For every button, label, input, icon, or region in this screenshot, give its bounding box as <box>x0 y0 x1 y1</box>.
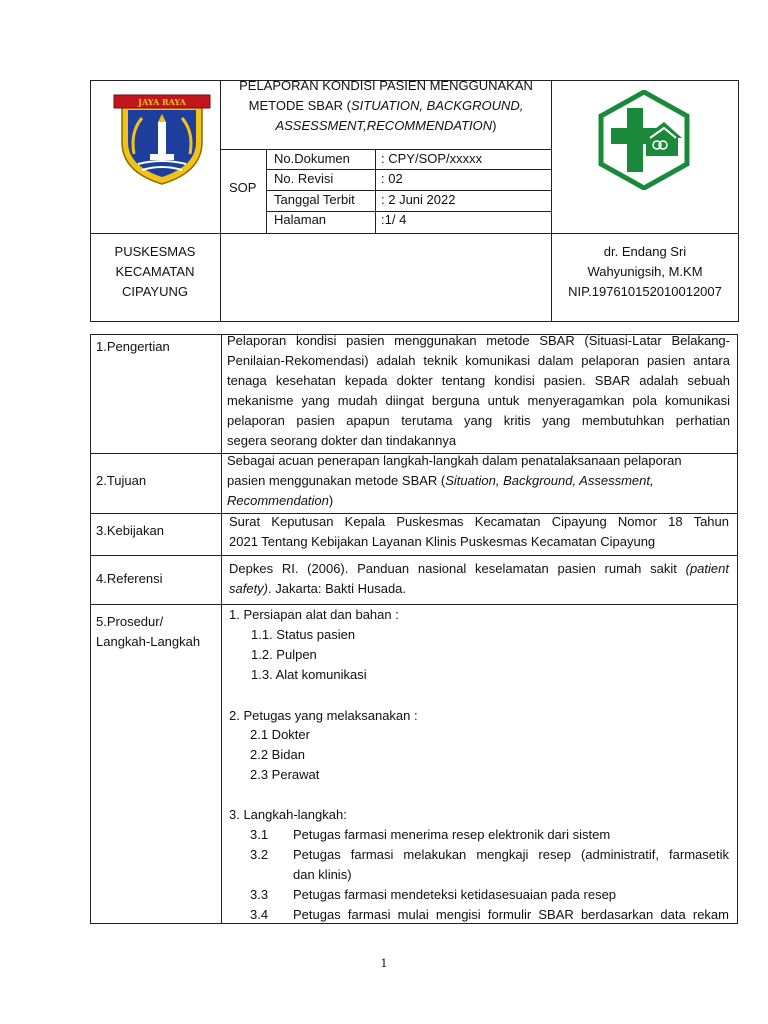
meta-value-revisi: : 02 <box>381 171 403 186</box>
puskesmas-logo <box>594 90 694 190</box>
step3-item-num-1: 3.1 <box>250 827 269 842</box>
signatory-name: dr. Endang Sri <box>603 244 687 259</box>
step1-item-1: 1.1. Status pasien <box>251 627 356 642</box>
jaya-raya-crest-icon <box>112 92 212 186</box>
label-prosedur-2: Langkah-Langkah <box>96 634 201 649</box>
label-referensi: 4.Referensi <box>96 571 163 586</box>
step3-item-num-3: 3.3 <box>250 887 269 902</box>
label-tujuan: 2.Tujuan <box>96 473 147 488</box>
referensi-line-2: safety). Jakarta: Bakti Husada. <box>229 581 407 596</box>
step3-item-text-2a: Petugas farmasi melakukan mengkaji resep (administratif, farmasetik <box>293 847 729 862</box>
organization-name <box>92 242 218 302</box>
title-line-3: ASSESSMENT,RECOMMENDATION) <box>275 118 497 133</box>
step3-item-num-4: 3.4 <box>250 907 269 922</box>
step1-title: 1. Persiapan alat dan bahan : <box>229 607 399 622</box>
puskesmas-cross-house-icon <box>594 90 694 190</box>
step2-item-2: 2.2 Bidan <box>250 747 305 762</box>
signatory-nip: NIP.197610152010012007 <box>568 284 722 299</box>
label-kebijakan: 3.Kebijakan <box>96 523 164 538</box>
org-line-1: PUSKESMAS <box>114 244 196 259</box>
pengertian-line-4: mekanisme yang mudah diingat berguna untuk menyeragamkan pola komunikasi <box>227 393 730 408</box>
pengertian-line-3: tenaga kesehatan kepada dokter tentang kondisi pasien. SBAR adalah sebuah <box>227 373 730 388</box>
kebijakan-line-2: 2021 Tentang Kebijakan Layanan Klinis Puskesmas Kecamatan Cipayung <box>229 534 656 549</box>
step3-item-text-2b: dan klinis) <box>293 867 352 882</box>
page-number: 1 <box>380 957 388 970</box>
step3-item-num-2: 3.2 <box>250 847 269 862</box>
step1-item-3: 1.3. Alat komunikasi <box>251 667 367 682</box>
pengertian-line-6: segera seorang dokter dan tindakannya <box>227 433 457 448</box>
label-prosedur-1: 5.Prosedur/ <box>96 614 164 629</box>
step3-title: 3. Langkah-langkah: <box>229 807 347 822</box>
meta-label-dokumen: No.Dokumen <box>274 151 350 166</box>
step3-item-text-3: Petugas farmasi mendeteksi ketidasesuaian pada resep <box>293 887 617 902</box>
step1-item-2: 1.2. Pulpen <box>251 647 317 662</box>
sop-label: SOP <box>229 180 257 195</box>
meta-label-halaman: Halaman <box>274 212 327 227</box>
pengertian-line-2: Penilaian-Rekomendasi) adalah teknik komunikasi dalam pelaporan pasien antara <box>227 353 730 368</box>
crest-banner-text: JAYA RAYA <box>138 97 186 107</box>
signatory <box>552 242 738 302</box>
title-line-2: METODE SBAR (SITUATION, BACKGROUND, <box>248 98 524 113</box>
meta-value-terbit: : 2 Juni 2022 <box>381 192 456 207</box>
tujuan-line-3: Recommendation) <box>227 493 334 508</box>
meta-label-revisi: No. Revisi <box>274 171 334 186</box>
signatory-name-2: Wahyunigsih, M.KM <box>587 264 703 279</box>
org-line-2: KECAMATAN <box>115 264 195 279</box>
tujuan-line-2: pasien menggunakan metode SBAR (Situation, Background, Assessment, <box>227 473 654 488</box>
title-line-1: PELAPORAN KONDISI PASIEN MENGGUNAKAN <box>239 78 533 93</box>
tujuan-line-1: Sebagai acuan penerapan langkah-langkah dalam penatalaksanaan pelaporan <box>227 453 682 468</box>
meta-label-terbit: Tanggal Terbit <box>274 192 355 207</box>
step3-item-text-4: Petugas farmasi mulai mengisi formulir SBAR berdasarkan data rekam <box>293 907 729 922</box>
label-pengertian: 1.Pengertian <box>96 339 170 354</box>
org-line-3: CIPAYUNG <box>122 284 188 299</box>
kebijakan-line-1: Surat Keputusan Kepala Puskesmas Kecamatan Cipayung Nomor 18 Tahun <box>229 514 729 529</box>
step2-item-1: 2.1 Dokter <box>250 727 310 742</box>
meta-value-dokumen: : CPY/SOP/xxxxx <box>381 151 483 166</box>
meta-value-halaman: :1/ 4 <box>381 212 407 227</box>
pengertian-line-5: pelaporan pasien apapun terutama yang kritis yang membutuhkan perhatian <box>227 413 730 428</box>
referensi-line-1: Depkes RI. (2006). Panduan nasional keselamatan pasien rumah sakit (patient <box>229 561 729 576</box>
jaya-raya-logo <box>112 92 212 186</box>
step2-item-3: 2.3 Perawat <box>250 767 320 782</box>
step2-title: 2. Petugas yang melaksanakan : <box>229 708 418 723</box>
document-title <box>221 76 551 136</box>
step3-item-text-1: Petugas farmasi menerima resep elektronik dari sistem <box>293 827 611 842</box>
pengertian-line-1: Pelaporan kondisi pasien menggunakan metode SBAR (Situasi-Latar Belakang- <box>227 333 730 348</box>
